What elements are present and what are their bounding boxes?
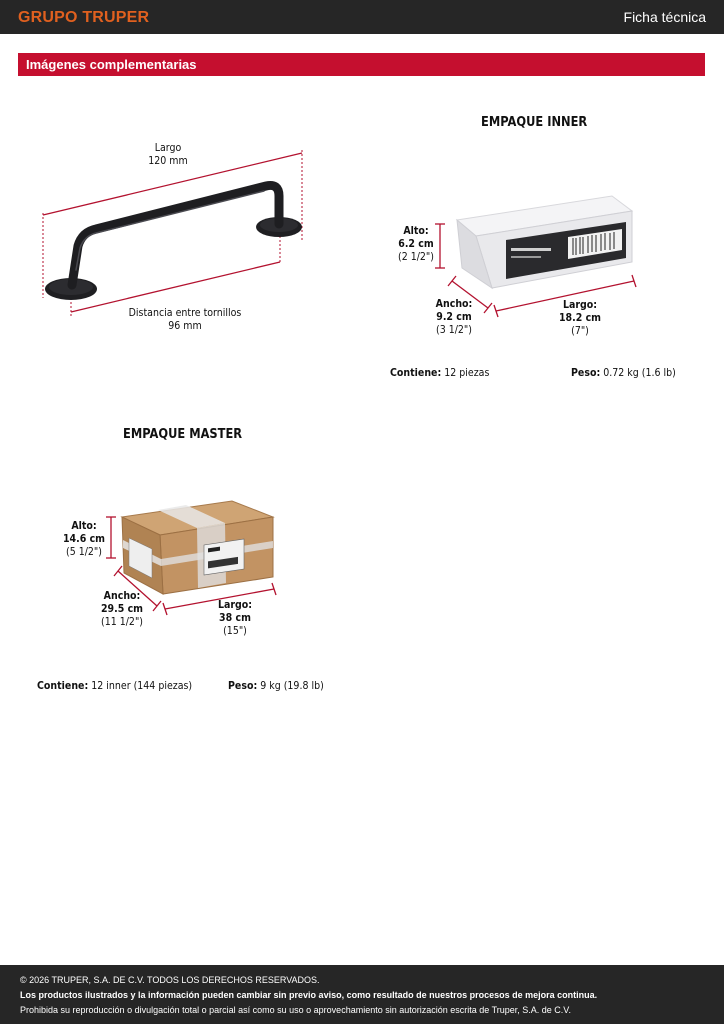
inner-package-title: EMPAQUE INNER (481, 115, 588, 130)
master-length-label: Largo: 38 cm (15") (217, 599, 253, 637)
footer-notice: Los productos ilustrados y la información pueden cambiar sin previo aviso, como resultado de nuestros procesos de mejora continua. (20, 990, 598, 1000)
master-width-label: Ancho: 29.5 cm (11 1/2") (100, 590, 144, 628)
inner-width-label: Ancho: 9.2 cm (3 1/2") (435, 298, 473, 336)
master-weight: Peso: 9 kg (19.8 lb) (228, 680, 324, 692)
master-contents: Contiene: 12 inner (144 piezas) (37, 680, 193, 692)
inner-length-label: Largo: 18.2 cm (7") (558, 299, 602, 337)
footer-prohibition: Prohibida su reproducción o divulgación total o parcial así como su uso o aprovechamiento sin autorización escrita de Truper, S.A. de C.V. (20, 1005, 571, 1015)
inner-height-label: Alto: 6.2 cm (2 1/2") (398, 225, 434, 263)
master-height-label: Alto: 14.6 cm (5 1/2") (62, 520, 106, 558)
master-package-title: EMPAQUE MASTER (123, 427, 243, 442)
length-label: Largo 120 mm (148, 142, 188, 167)
section-title: Imágenes complementarias (26, 57, 197, 72)
inner-contents: Contiene: 12 piezas (390, 367, 490, 379)
inner-weight: Peso: 0.72 kg (1.6 lb) (571, 367, 676, 379)
hole-distance-label: Distancia entre tornillos 96 mm (128, 307, 242, 332)
footer (0, 965, 724, 1024)
footer-copyright: © 2026 TRUPER, S.A. DE C.V. TODOS LOS DERECHOS RESERVADOS. (20, 975, 320, 985)
brand-logo: GRUPO TRUPER (18, 9, 150, 26)
document-type: Ficha técnica (623, 9, 706, 25)
